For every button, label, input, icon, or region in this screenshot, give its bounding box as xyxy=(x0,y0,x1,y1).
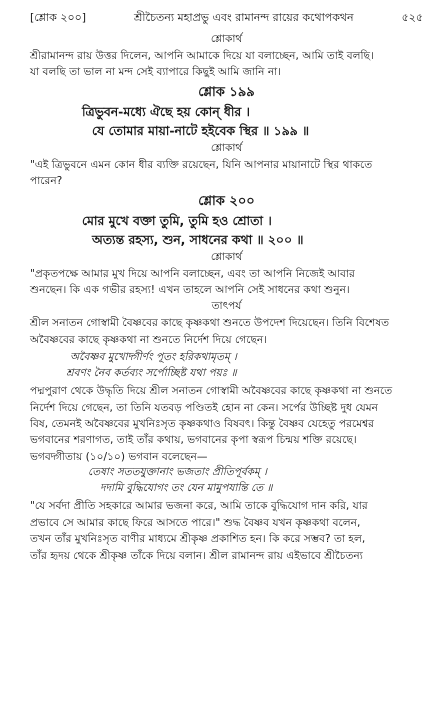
purport-line: প্রভাবে সে আমার কাছে ফিরে আসতে পারে।" শুদ্ধ বৈষ্ণব যখন কৃষ্ণকথা বলেন, xyxy=(30,516,361,529)
purport-line: অবৈষ্ণবের কাছে কৃষ্ণকথা না শুনতে নির্দেশ দিয়ে গেছেন। xyxy=(30,333,268,346)
purport-line: তখন তাঁর মুখনিঃসৃত বাণীর মাধ্যমে শ্রীকৃষ্ণ প্রকাশিত হন। কি করে সম্ভব? তা হল, xyxy=(30,533,366,546)
translation-line: শ্রীরামানন্দ রায় উত্তর দিলেন, আপনি আমাকে দিয়ে যা বলাচ্ছেন, আমি তাই বলছি। xyxy=(30,50,374,62)
purport-line: "যে সর্বদা প্রীতি সহকারে আমার ভজনা করে, আমি তাকে বুদ্ধিযোগ দান করি, যার xyxy=(30,500,368,513)
sanskrit-quote-line: শ্রবণং নৈব কর্তব্যং সর্পোচ্ছিষ্ট যথা পয়ঃ ॥ xyxy=(66,366,237,379)
verse-line: ত্রিভুবন-মধ্যে ঐছে হয় কোন্ ধীর । xyxy=(82,103,250,119)
translation-line: শুনছেন। কি এক গভীর রহস্য! এখন তাহলে আপনি সেই সাধনের কথা শুনুন। xyxy=(30,284,350,297)
purport-line: বিষ, তেমনই অবৈষ্ণবের মুখনিঃসৃত কৃষ্ণকথাও বিষবৎ। কিন্তু বৈষ্ণব যেহেতু পরমেশ্বর xyxy=(30,418,374,431)
purport-label: তাৎপর্য xyxy=(211,300,242,313)
purport-line: নির্দেশ দিয়ে গেছেন, তা তিনি যতবড় পণ্ডিতই হোন না কেন। সর্পের উচ্ছিষ্ট দুধ যেমন xyxy=(30,401,378,414)
verse-line: মোর মুখে বক্তা তুমি, তুমি হও শ্রোতা । xyxy=(82,212,272,228)
translation-line: "এই ত্রিভুবনে এমন কোন ধীর ব্যক্তি রয়েছেন, যিনি আপনার মায়ানাটে স্থির থাকতে xyxy=(30,158,373,171)
sanskrit-quote-line: দদামি বুদ্ধিযোগং তং যেন মামুপযান্তি তে ॥ xyxy=(100,481,273,494)
translation-line: "প্রকৃতপক্ষে আমার মুখ দিয়ে আপনি বলাচ্ছেন, এবং তা আপনি নিজেই আবার xyxy=(30,267,355,280)
translation-line: যা বলছি তা ভাল না মন্দ সেই ব্যাপারে কিছুই আমি জানি না। xyxy=(30,66,282,79)
translation-line: পারেন? xyxy=(30,175,63,188)
running-header xyxy=(30,10,423,26)
verse-line: যে তোমার মায়া-নাটে হইবেক স্থির ॥ ১৯৯ ॥ xyxy=(92,122,309,138)
translation-label: শ্লোকার্থ xyxy=(210,250,243,263)
purport-line: পদ্মপুরাণ থেকে উদ্ধৃতি দিয়ে শ্রীল সনাতন গোস্বামী অবৈষ্ণবের কাছে কৃষ্ণকথা না শুনতে xyxy=(30,385,393,398)
verse-line: অত্যন্ত রহস্য, শুন, সাধনের কথা ॥ ২০০ ॥ xyxy=(92,231,304,247)
verse-number: শ্লোক ২০০ xyxy=(198,193,255,209)
translation-label: শ্লোকার্থ xyxy=(210,33,243,45)
purport-line: তাঁর হৃদয় থেকে শ্রীকৃষ্ণ তাঁকে দিয়ে বলান। শ্রীল রামানন্দ রায় এইভাবে শ্রীচৈতন্য xyxy=(30,549,363,562)
header-chapter-title: শ্রীচৈতন্য মহাপ্রভু এবং রামানন্দ রায়ের কথোপকথন xyxy=(134,11,354,24)
purport-line: ভগবানের শরণাগত, তাই তাঁর কথায়, ভগবানের কৃপা স্বরূপ চিন্ময় শক্তি রয়েছে। xyxy=(30,434,357,447)
translation-label: শ্লোকার্থ xyxy=(210,141,243,154)
purport-line: শ্রীল সনাতন গোস্বামী বৈষ্ণবের কাছে কৃষ্ণকথা শুনতে উপদেশ দিয়েছেন। তিনি বিশেষত xyxy=(30,317,390,330)
sanskrit-quote-line: তেষাং সততযুক্তানাং ভজতাং প্রীতিপূর্বকম্ । xyxy=(88,466,267,479)
page-number: ৫২৫ xyxy=(401,11,423,24)
verse-number: শ্লোক ১৯৯ xyxy=(198,84,255,100)
purport-line: ভগবদ্গীতায় (১০/১০) ভগবান বলেছেন— xyxy=(30,450,208,463)
header-verse-ref: [শ্লোক ২০০] xyxy=(30,11,87,24)
sanskrit-quote-line: অবৈষ্ণব মুখোদ্গীর্ণং পূতং হরিকথামৃতম্ । xyxy=(70,351,237,364)
